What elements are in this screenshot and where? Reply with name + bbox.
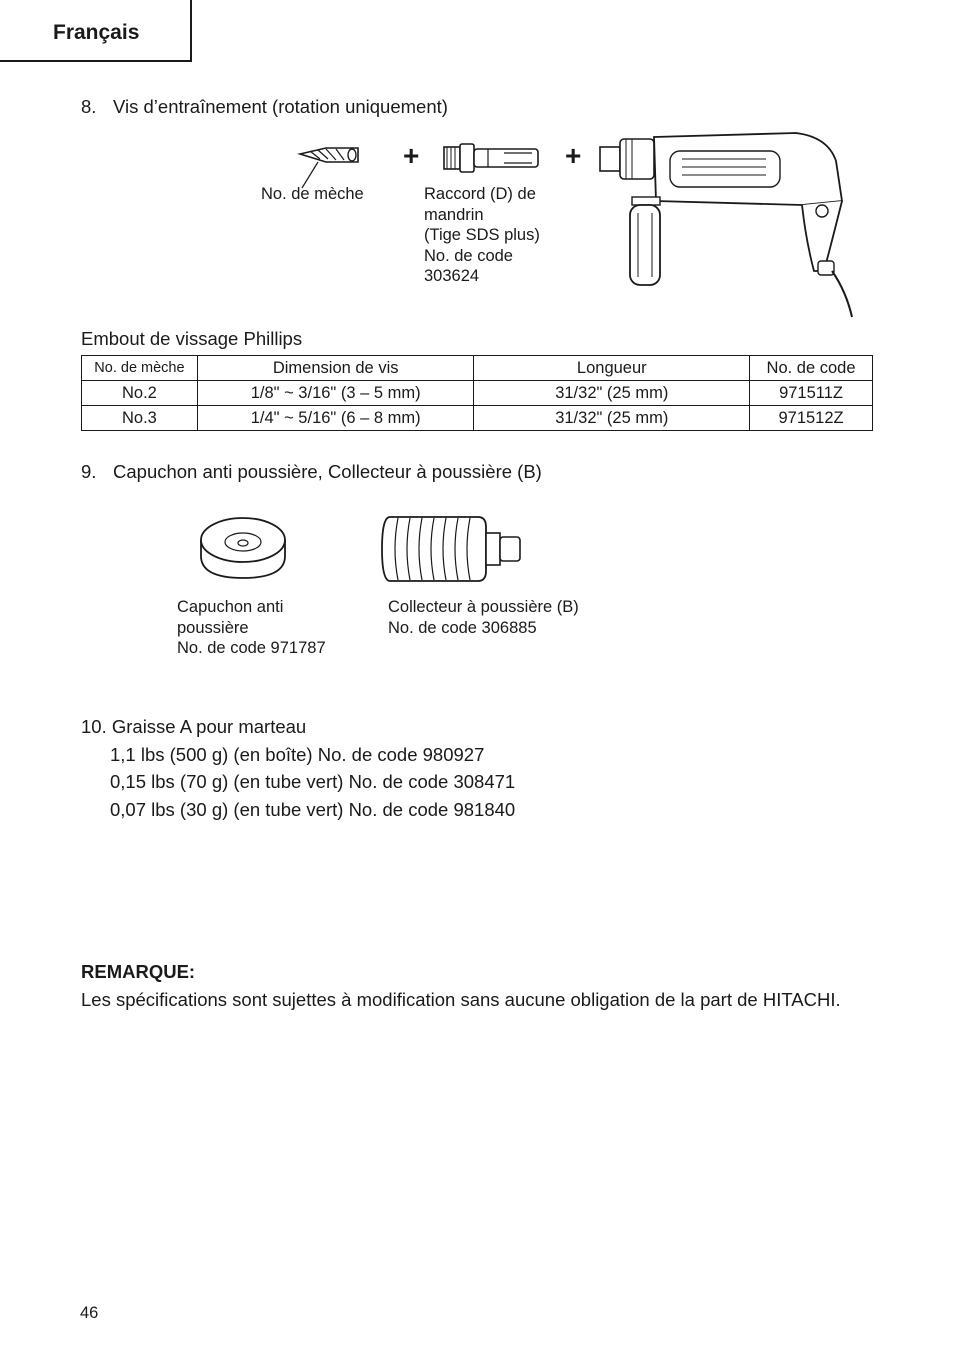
label-dust-cap-line-2: poussière <box>177 618 249 637</box>
table-cell: 1/8" ~ 3/16" (3 – 5 mm) <box>197 381 474 406</box>
hammer-drill-illustration <box>596 131 856 321</box>
label-dust-collector <box>388 597 579 638</box>
section-10-title: 10. Graisse A pour marteau <box>81 716 307 737</box>
section-9-number: 9. <box>81 461 97 482</box>
section-9-title: Capuchon anti poussière, Collecteur à poussière (B) <box>113 461 542 482</box>
label-chuck-adapter <box>424 184 540 287</box>
table-cell: 971511Z <box>750 381 873 406</box>
plus-sign-1: + <box>403 140 420 171</box>
phillips-bit-table <box>81 355 873 431</box>
remark-block <box>81 958 881 1013</box>
table-cell: 31/32" (25 mm) <box>474 381 750 406</box>
table-cell: 1/4" ~ 5/16" (6 – 8 mm) <box>197 406 474 431</box>
label-chuck-adapter-line-2: mandrin <box>424 205 484 224</box>
section-8-heading <box>81 96 448 118</box>
section-10 <box>81 713 515 823</box>
table-header-screw-size: Dimension de vis <box>197 356 474 381</box>
label-dust-collector-line-2: No. de code 306885 <box>388 618 537 637</box>
dust-collector-illustration <box>380 513 525 585</box>
section-8-title: Vis d’entraînement (rotation uniquement) <box>113 96 448 117</box>
label-dust-cap-line-1: Capuchon anti <box>177 598 284 616</box>
table-row <box>82 381 873 406</box>
table-header-row <box>82 356 873 381</box>
label-chuck-adapter-line-5: 303624 <box>424 267 480 285</box>
grease-line-2: 0,15 lbs (70 g) (en tube vert) No. de code 308471 <box>110 771 516 792</box>
phillips-table-caption: Embout de vissage Phillips <box>81 328 303 349</box>
remark-heading: REMARQUE: <box>81 961 196 982</box>
table-cell: 971512Z <box>750 406 873 431</box>
grease-line-3: 0,07 lbs (30 g) (en tube vert) No. de code 981840 <box>110 798 516 820</box>
label-drill-bit: No. de mèche <box>261 185 364 203</box>
remark-text: Les spécifications sont sujettes à modification sans aucune obligation de la part de HITACHI. <box>81 988 841 1010</box>
language-tab <box>0 0 192 62</box>
table-header-bit-no: No. de mèche <box>82 356 198 381</box>
section-9-heading <box>81 461 542 483</box>
label-dust-collector-line-1: Collecteur à poussière (B) <box>388 598 579 616</box>
label-chuck-adapter-line-3: (Tige SDS plus) <box>424 226 540 244</box>
table-header-code-no: No. de code <box>750 356 873 381</box>
table-cell: No.2 <box>82 381 198 406</box>
chuck-adapter-illustration <box>442 140 542 180</box>
label-dust-cap-line-3: No. de code 971787 <box>177 639 326 657</box>
label-chuck-adapter-line-4: No. de code <box>424 246 513 265</box>
plus-sign-2: + <box>565 140 582 171</box>
table-row <box>82 406 873 431</box>
dust-cap-illustration <box>197 514 289 582</box>
section-8-number: 8. <box>81 96 97 117</box>
table-cell: No.3 <box>82 406 198 431</box>
table-cell: 31/32" (25 mm) <box>474 406 750 431</box>
table-header-length: Longueur <box>474 356 750 381</box>
label-chuck-adapter-line-1: Raccord (D) de <box>424 185 536 203</box>
label-dust-cap <box>177 597 326 659</box>
language-tab-label: Français <box>53 21 140 44</box>
page-number: 46 <box>80 1304 99 1322</box>
grease-line-1: 1,1 lbs (500 g) (en boîte) No. de code 980927 <box>110 743 485 765</box>
